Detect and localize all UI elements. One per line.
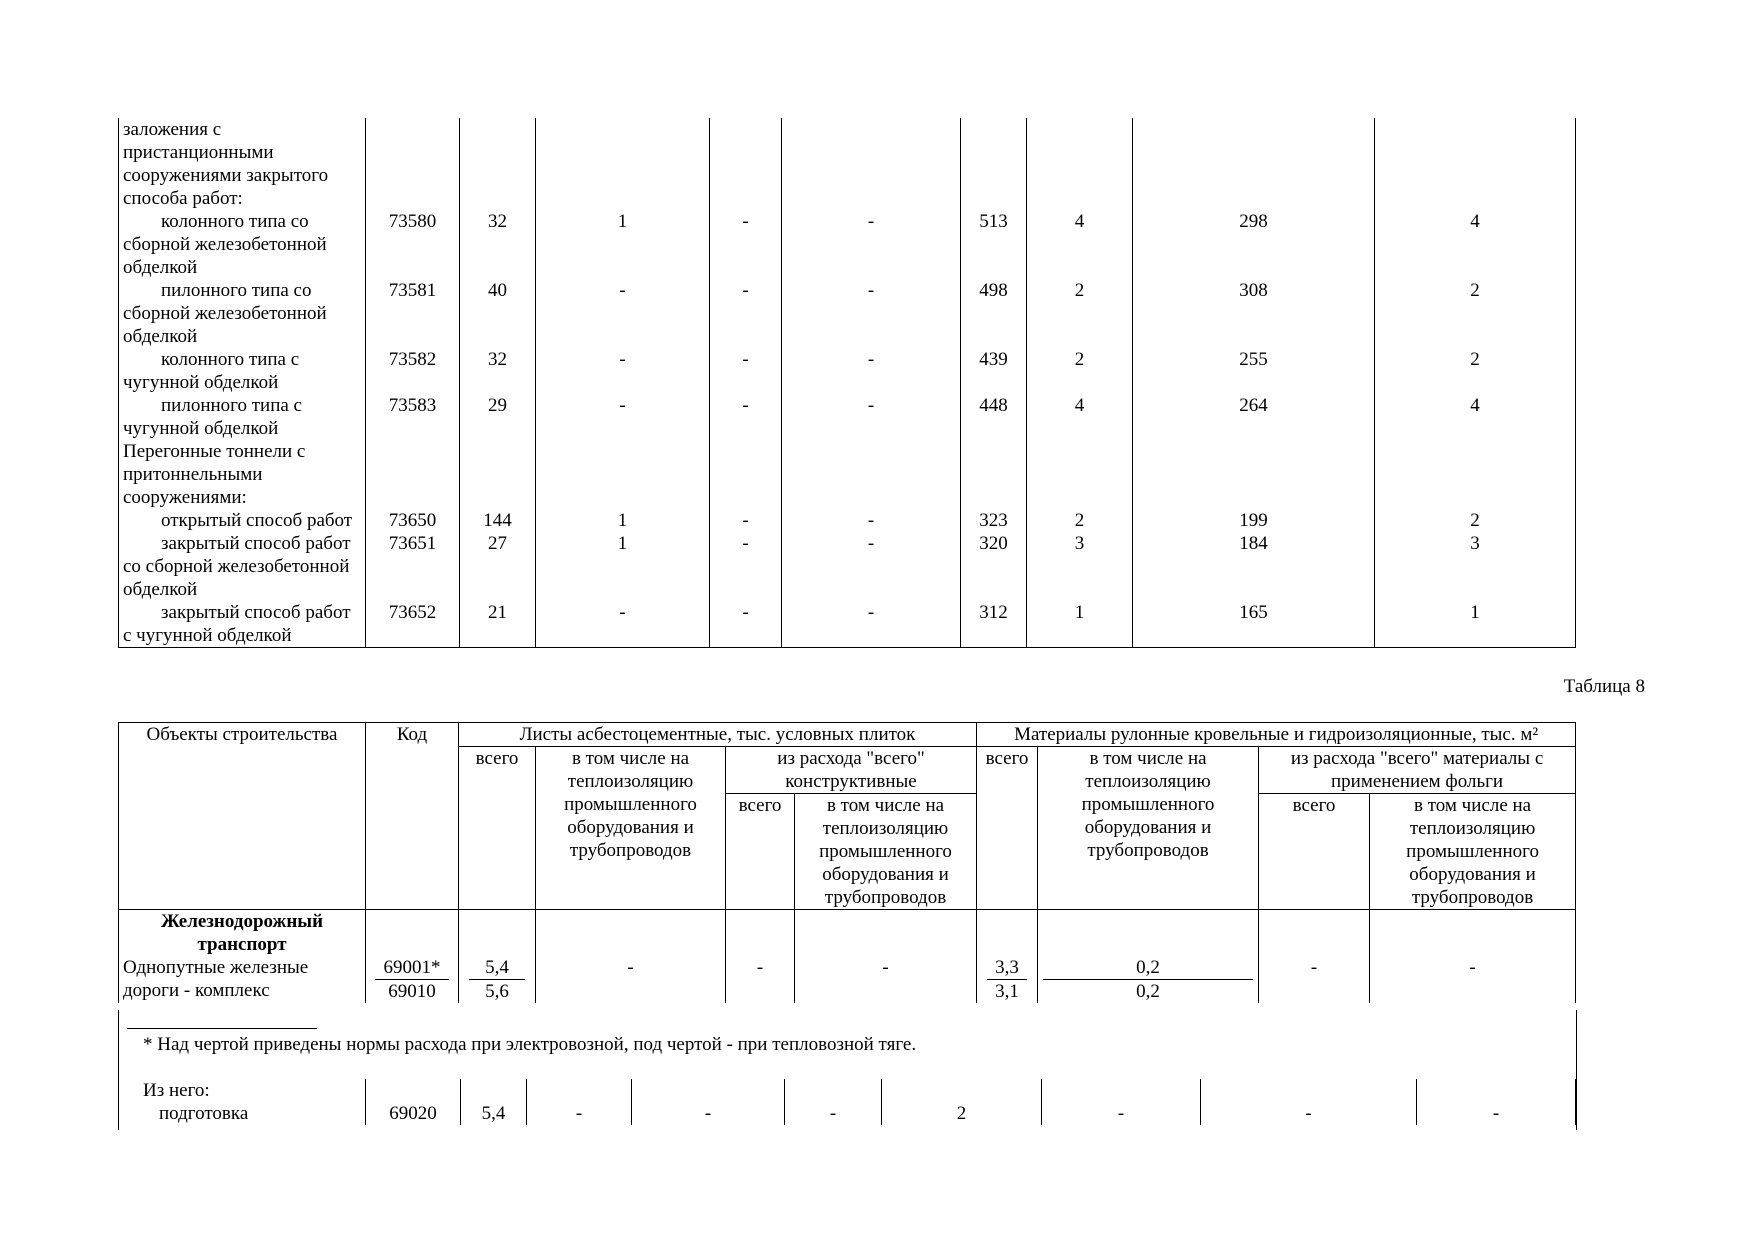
cell-value: 27 (460, 532, 536, 601)
cell-value: 21 (460, 601, 536, 648)
table-title: Таблица 8 (1563, 676, 1645, 697)
cell-value: 448 (961, 394, 1027, 440)
value: - (1370, 956, 1576, 1003)
cell-value (961, 118, 1027, 210)
header-incl-2: в том числе на теплоизоляцию промышленного оборудования и трубопроводов (1038, 747, 1259, 910)
cell-value: - (782, 532, 961, 601)
row-code (366, 440, 460, 509)
cell-value (1133, 440, 1375, 509)
value-num: 5,4 (469, 956, 525, 980)
cell-value: - (710, 601, 782, 648)
row-code: 73580 (366, 210, 460, 279)
section-title: Железнодорожный транспорт (119, 910, 366, 957)
cell-value: 4 (1375, 394, 1576, 440)
cell-value: 4 (1027, 394, 1133, 440)
table-row (119, 601, 1576, 648)
cell-value: - (710, 279, 782, 348)
value: - (1259, 956, 1370, 1003)
value-den: 0,2 (1136, 981, 1160, 1002)
value-num: 3,3 (987, 956, 1027, 980)
row-code: 73651 (366, 532, 460, 601)
header-total-1: всего (459, 747, 536, 910)
cell-value (1133, 118, 1375, 210)
header-foil: из расхода "всего" материалы с применением фольги (1259, 747, 1576, 794)
cell-value (536, 440, 710, 509)
cell-value: 323 (961, 509, 1027, 532)
table-continuation (118, 118, 1576, 648)
table-row (119, 279, 1576, 348)
header-incl-3: в том числе на теплоизоляцию промышленного оборудования и трубопроводов (795, 794, 977, 910)
cell-value: - (782, 279, 961, 348)
table-row (119, 210, 1576, 279)
cell-value (1375, 118, 1576, 210)
cell-value: - (536, 348, 710, 394)
table-row (119, 348, 1576, 394)
cell-value: 1 (536, 532, 710, 601)
cell-value (460, 440, 536, 509)
cell-value: 4 (1027, 210, 1133, 279)
cell-value: 5,4 (461, 1102, 527, 1125)
cell-value (710, 440, 782, 509)
row-code: 69020 (366, 1102, 461, 1125)
cell-value: - (1042, 1102, 1201, 1125)
cell-value: 1 (1375, 601, 1576, 648)
row-name: закрытый способ работ со сборной железобетонной обделкой (119, 532, 366, 601)
of-it-label: Из него: (119, 1079, 366, 1102)
cell-value: - (710, 348, 782, 394)
cell-value: - (710, 394, 782, 440)
cell-value: 2 (1027, 509, 1133, 532)
header-constructive: из расхода "всего" конструктивные (726, 747, 977, 794)
value-den: 3,1 (995, 981, 1019, 1002)
cell-value: 2 (1375, 509, 1576, 532)
value: - (795, 956, 977, 1003)
row-name: подготовка (119, 1102, 366, 1125)
cell-value: 320 (961, 532, 1027, 601)
cell-value: - (1417, 1102, 1576, 1125)
cell-value: 32 (460, 348, 536, 394)
cell-value: 2 (1027, 348, 1133, 394)
cell-value (782, 118, 961, 210)
row-code: 73652 (366, 601, 460, 648)
header-total-4: всего (1259, 794, 1370, 910)
cell-value: 1 (1027, 601, 1133, 648)
cell-value: 3 (1375, 532, 1576, 601)
cell-value (782, 440, 961, 509)
value-num: 0,2 (1043, 956, 1253, 980)
cell-value: 165 (1133, 601, 1375, 648)
value: - (726, 956, 795, 1003)
cell-value: 498 (961, 279, 1027, 348)
table-8 (118, 722, 1576, 1003)
header-group-roll: Материалы рулонные кровельные и гидроизоляционные, тыс. м² (977, 723, 1576, 747)
cell-value: - (710, 509, 782, 532)
cell-value: - (632, 1102, 785, 1125)
cell-value (961, 440, 1027, 509)
code-electric: 69001* (375, 956, 449, 980)
cell-value: 513 (961, 210, 1027, 279)
cell-value: - (1201, 1102, 1417, 1125)
row-name: открытый способ работ (119, 509, 366, 532)
row-code: 73581 (366, 279, 460, 348)
cell-value: 144 (460, 509, 536, 532)
cell-value (1375, 440, 1576, 509)
cell-value: - (710, 210, 782, 279)
cell-value: - (782, 394, 961, 440)
cell-value: 2 (882, 1102, 1042, 1125)
cell-value: - (710, 532, 782, 601)
value-den: 5,6 (485, 981, 509, 1002)
cell-value: 298 (1133, 210, 1375, 279)
table-row (119, 394, 1576, 440)
header-objects: Объекты строительства (119, 723, 366, 910)
cell-value: 29 (460, 394, 536, 440)
header-code: Код (366, 723, 459, 910)
cell-value: - (782, 601, 961, 648)
row-name: пилонного типа со сборной железобетонной обделкой (119, 279, 366, 348)
row-code: 73583 (366, 394, 460, 440)
cell-value: 3 (1027, 532, 1133, 601)
cell-value: 439 (961, 348, 1027, 394)
header-incl-1: в том числе на теплоизоляцию промышленного оборудования и трубопроводов (536, 747, 726, 910)
header-group-asbestos: Листы асбестоцементные, тыс. условных плиток (459, 723, 977, 747)
footnote-text: * Над чертой приведены нормы расхода при электровозной, под чертой - при тепловозной тяге. (143, 1034, 917, 1055)
row-name: заложения с пристанционными сооружениями закрытого способа работ: (119, 118, 366, 210)
footnote-divider (127, 1028, 317, 1029)
cell-value: - (782, 210, 961, 279)
cell-value (1027, 118, 1133, 210)
cell-value: - (536, 279, 710, 348)
cell-value: 264 (1133, 394, 1375, 440)
cell-value: 308 (1133, 279, 1375, 348)
table-row (119, 118, 1576, 210)
row-name: закрытый способ работ с чугунной обделкой (119, 601, 366, 648)
row-code: 73582 (366, 348, 460, 394)
cell-value: - (536, 601, 710, 648)
cell-value: - (782, 509, 961, 532)
cell-value: 255 (1133, 348, 1375, 394)
code-diesel: 69010 (388, 981, 436, 1002)
cell-value: - (527, 1102, 632, 1125)
row-name: колонного типа со сборной железобетонной обделкой (119, 210, 366, 279)
table-8-continued (118, 1079, 1576, 1125)
row-name: колонного типа с чугунной обделкой (119, 348, 366, 394)
cell-value: - (536, 394, 710, 440)
cell-value: - (785, 1102, 882, 1125)
cell-value: 184 (1133, 532, 1375, 601)
row-name: Перегонные тоннели с притоннельными сооружениями: (119, 440, 366, 509)
row-code: 73650 (366, 509, 460, 532)
table-row (119, 956, 1576, 1003)
cell-value: 2 (1375, 348, 1576, 394)
row-name: Однопутные железные дороги - комплекс (119, 956, 366, 1003)
cell-value: 40 (460, 279, 536, 348)
cell-value: 1 (536, 210, 710, 279)
cell-value: 32 (460, 210, 536, 279)
cell-value: 2 (1375, 279, 1576, 348)
cell-value (536, 118, 710, 210)
table-row (119, 440, 1576, 509)
row-name: пилонного типа с чугунной обделкой (119, 394, 366, 440)
table-row (119, 1102, 1576, 1125)
cell-value: 312 (961, 601, 1027, 648)
value: - (536, 956, 726, 1003)
table-row (119, 509, 1576, 532)
cell-value: 4 (1375, 210, 1576, 279)
header-incl-4: в том числе на теплоизоляцию промышленного оборудования и трубопроводов (1370, 794, 1576, 910)
cell-value: 199 (1133, 509, 1375, 532)
header-total-2: всего (977, 747, 1038, 910)
cell-value: 2 (1027, 279, 1133, 348)
table-row (119, 532, 1576, 601)
cell-value (710, 118, 782, 210)
row-code (366, 118, 460, 210)
cell-value: - (782, 348, 961, 394)
cell-value: 1 (536, 509, 710, 532)
header-total-3: всего (726, 794, 795, 910)
cell-value (460, 118, 536, 210)
cell-value (1027, 440, 1133, 509)
